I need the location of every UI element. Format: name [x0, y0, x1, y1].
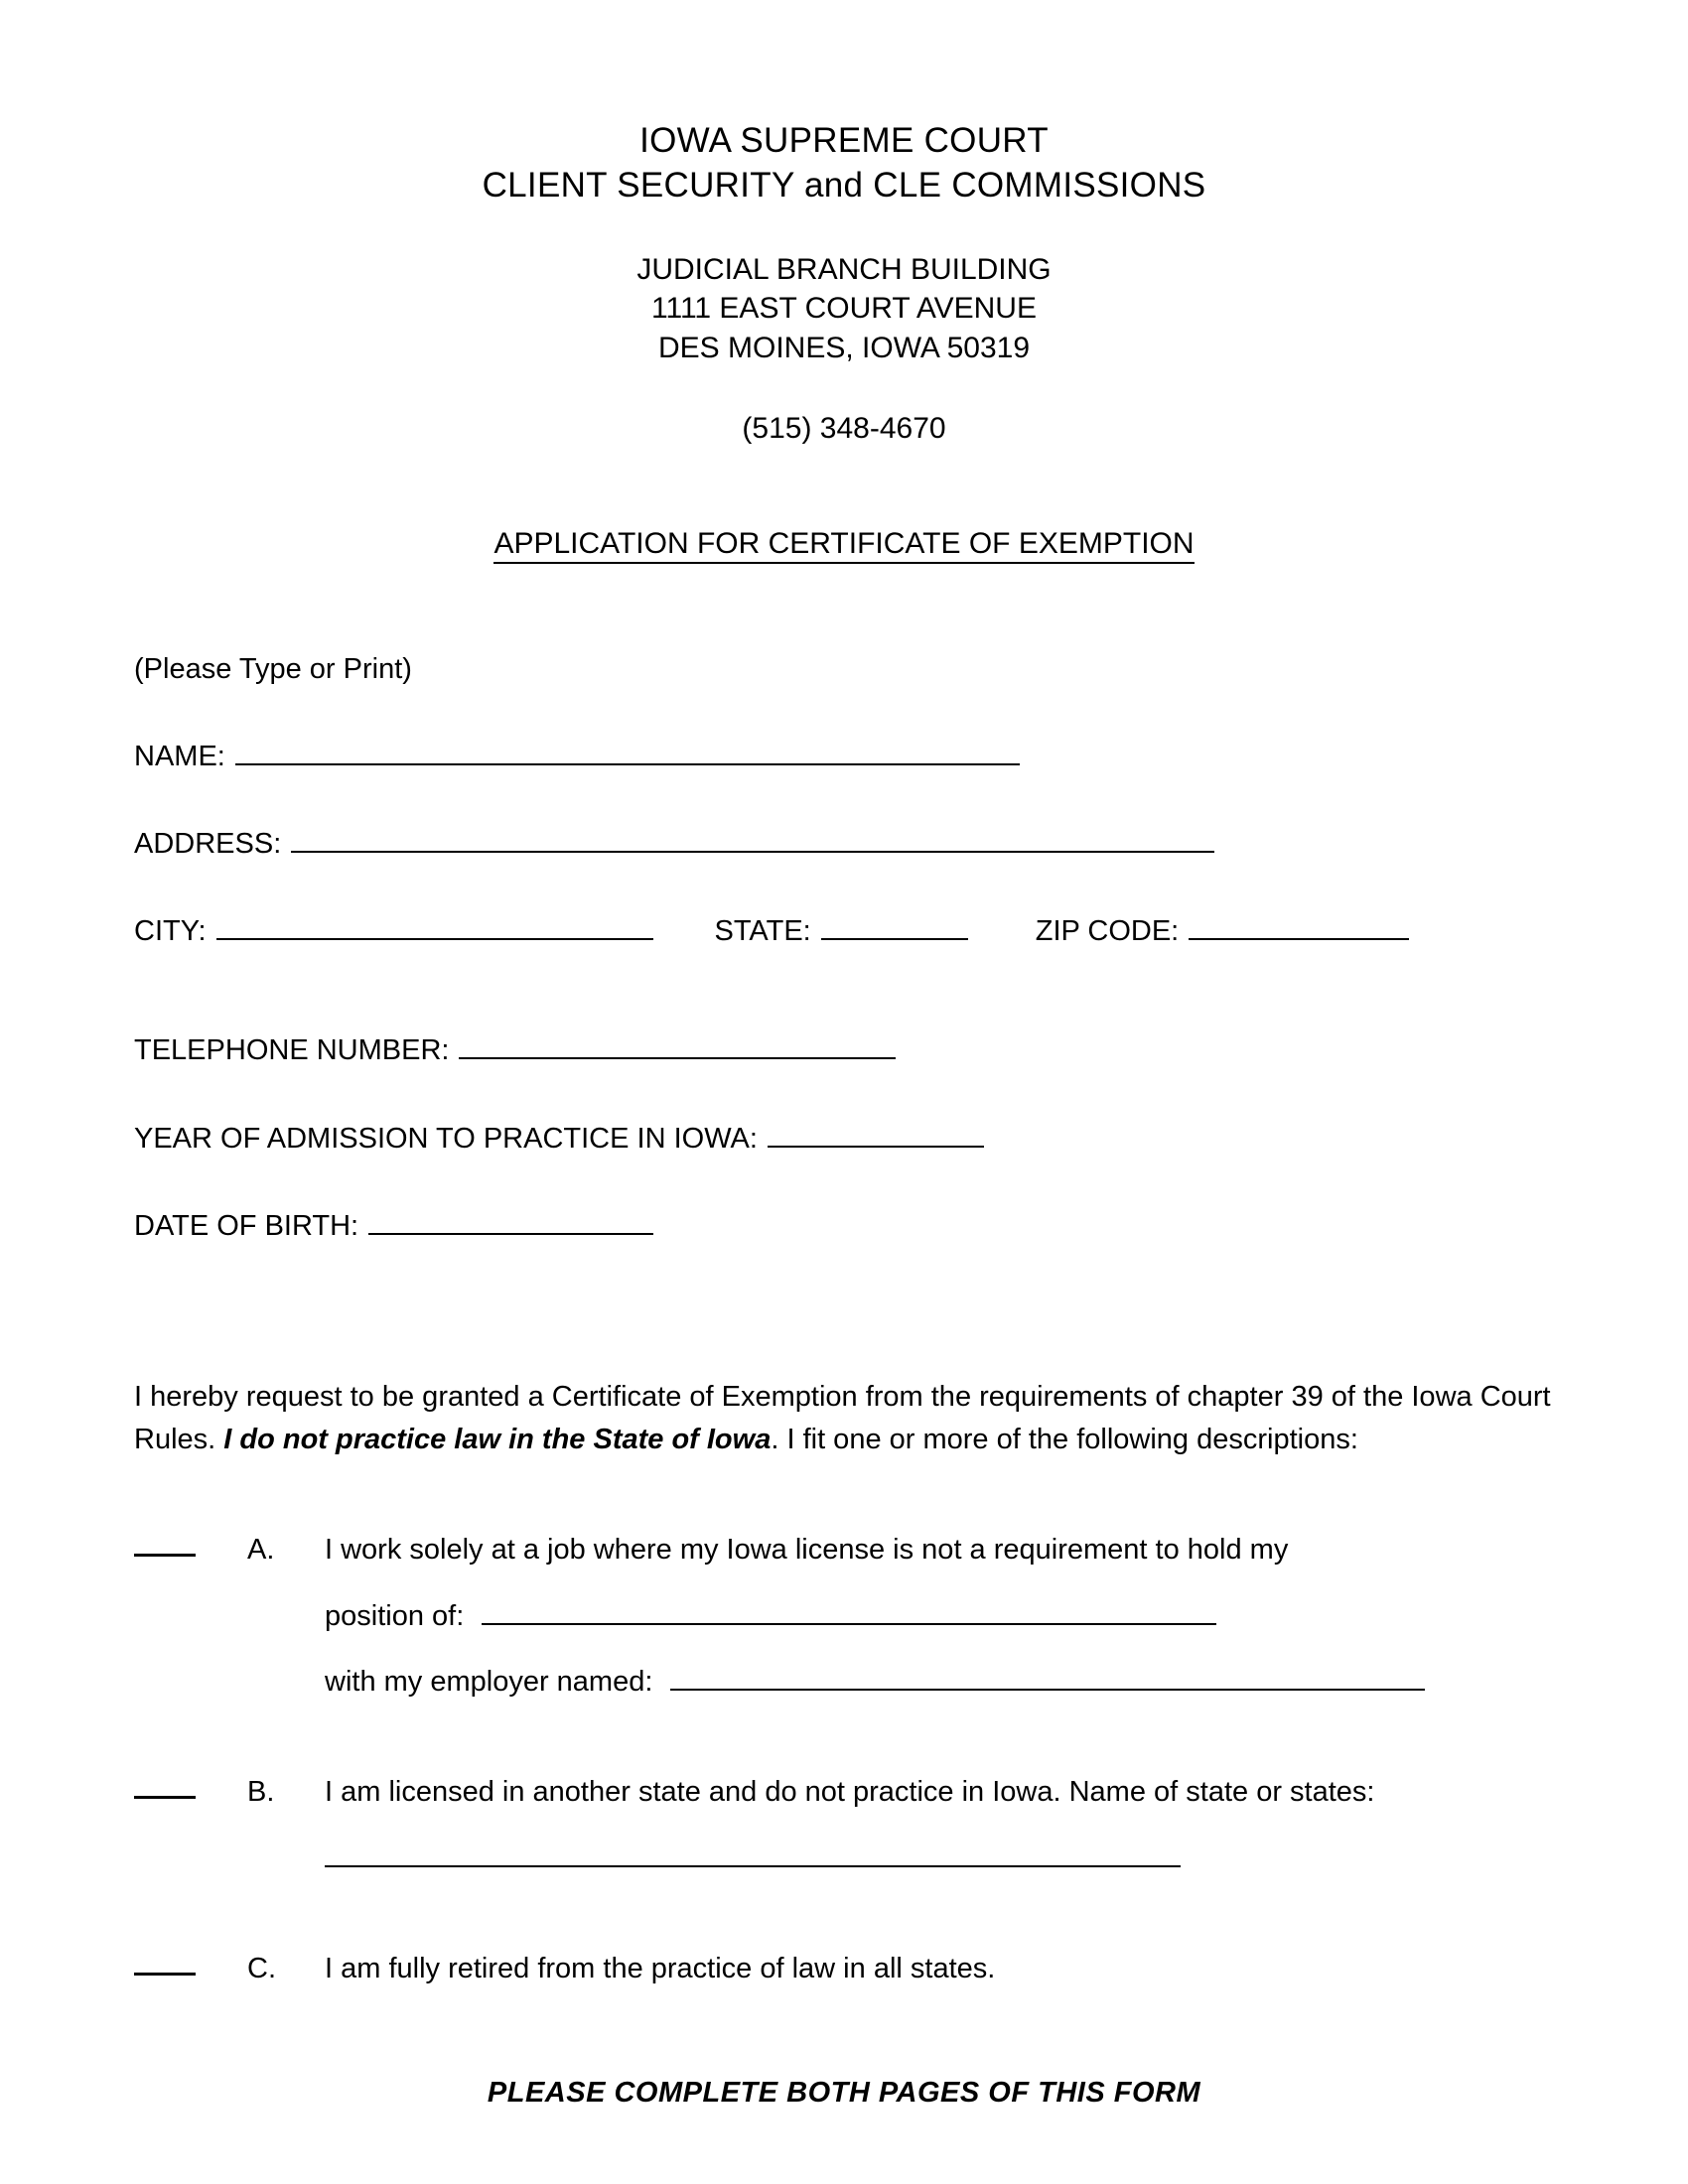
state-label: STATE:	[714, 915, 811, 948]
footer-note: PLEASE COMPLETE BOTH PAGES OF THIS FORM	[487, 2077, 1201, 2110]
option-a-letter: A.	[247, 1533, 275, 1566]
option-b-states-input[interactable]	[325, 1842, 1181, 1867]
zip-label: ZIP CODE:	[1035, 915, 1180, 948]
name-field-row	[134, 736, 1554, 777]
telephone-field-row	[134, 1029, 1554, 1071]
address-label: ADDRESS:	[134, 828, 282, 861]
request-text-part-1: I hereby request to be granted a Certificate of Exemption from the requirements of chapter 39 of the Iowa Court Rules.	[134, 1380, 1551, 1456]
telephone-label: TELEPHONE NUMBER:	[134, 1034, 450, 1067]
address-line-3: DES MOINES, IOWA 50319	[657, 332, 1031, 365]
year-admission-field-row	[134, 1118, 1554, 1160]
date-of-birth-field-row	[134, 1205, 1554, 1247]
address-field-row	[134, 823, 1554, 865]
date-of-birth-label: DATE OF BIRTH:	[134, 1209, 359, 1242]
date-of-birth-input[interactable]	[368, 1209, 653, 1235]
organization-line-2: CLIENT SECURITY and CLE COMMISSIONS	[482, 165, 1206, 205]
option-b-checkbox[interactable]	[134, 1770, 196, 1799]
city-input[interactable]	[216, 914, 653, 940]
address-line-1: JUDICIAL BRANCH BUILDING	[636, 252, 1052, 286]
city-state-zip-row	[134, 910, 1554, 952]
letterhead	[134, 119, 1554, 446]
zip-input[interactable]	[1189, 914, 1409, 940]
option-b-states-row	[325, 1837, 1554, 1881]
option-a-text: I work solely at a job where my Iowa license is not a requirement to hold my	[325, 1533, 1289, 1566]
request-emphasis: I do not practice law in the State of Iowa	[223, 1424, 772, 1456]
option-b-content	[325, 1770, 1554, 1881]
option-b-text: I am licensed in another state and do not practice in Iowa. Name of state or states:	[325, 1776, 1375, 1809]
option-a-content	[325, 1528, 1554, 1706]
option-b-letter: B.	[247, 1776, 275, 1809]
option-a-employer-label: with my employer named:	[325, 1666, 653, 1699]
organization-line-1: IOWA SUPREME COURT	[639, 121, 1049, 160]
year-admission-input[interactable]	[768, 1122, 984, 1148]
request-text-part-2: . I fit one or more of the following descriptions:	[771, 1424, 1358, 1456]
option-a-checkbox[interactable]	[134, 1528, 196, 1557]
name-label: NAME:	[134, 741, 225, 773]
name-input[interactable]	[235, 740, 1020, 765]
request-paragraph	[134, 1376, 1554, 1462]
type-or-print-instruction: (Please Type or Print)	[134, 653, 412, 686]
option-c-letter: C.	[247, 1953, 276, 1985]
option-a-position-input[interactable]	[482, 1599, 1216, 1625]
city-label: CITY:	[134, 915, 207, 948]
address-line-2: 1111 EAST COURT AVENUE	[651, 292, 1037, 326]
option-a-employer-row	[325, 1660, 1554, 1705]
phone-number: (515) 348-4670	[742, 412, 946, 446]
page-title-text: APPLICATION FOR CERTIFICATE OF EXEMPTION	[493, 527, 1194, 564]
year-admission-label: YEAR OF ADMISSION TO PRACTICE IN IOWA:	[134, 1122, 758, 1155]
option-a-position-row	[325, 1594, 1554, 1639]
option-c	[134, 1947, 1554, 1991]
option-a	[134, 1528, 1554, 1706]
page-title	[134, 527, 1554, 561]
option-c-checkbox[interactable]	[134, 1947, 196, 1976]
option-b	[134, 1770, 1554, 1881]
option-a-employer-input[interactable]	[670, 1665, 1425, 1691]
option-a-position-label: position of:	[325, 1599, 465, 1632]
state-input[interactable]	[821, 914, 968, 940]
address-input[interactable]	[291, 827, 1214, 853]
telephone-input[interactable]	[459, 1033, 896, 1059]
option-c-text: I am fully retired from the practice of law in all states.	[325, 1953, 996, 1985]
